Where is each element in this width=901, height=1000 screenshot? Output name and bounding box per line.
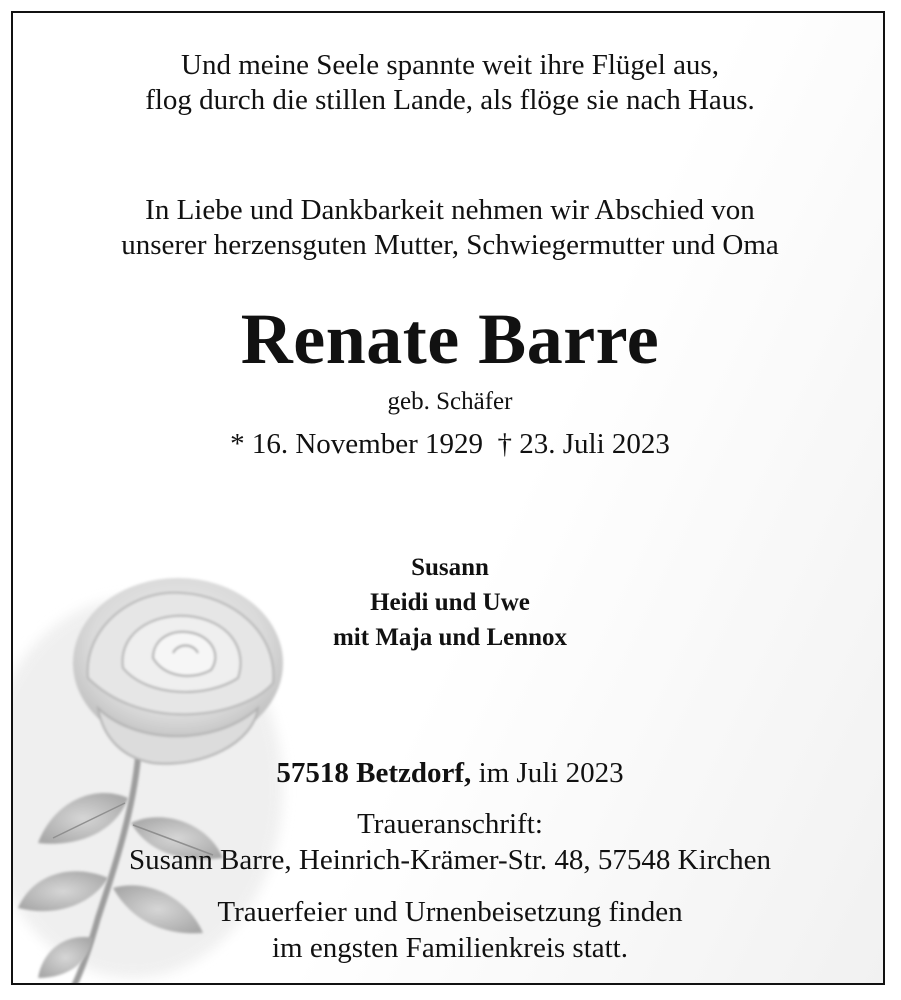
address-label: Traueranschrift: [357, 808, 543, 840]
life-dates: * 16. November 1929 † 23. Juli 2023 [230, 428, 670, 460]
notice-line-2: im engsten Familienkreis statt. [271, 932, 628, 964]
intro-line-1: In Liebe und Dankbarkeit nehmen wir Abschied von [145, 194, 755, 226]
mourner-1: Susann [411, 554, 489, 581]
maiden-name: geb. Schäfer [387, 388, 513, 415]
place-month: im Juli 2023 [471, 757, 624, 789]
mourner-2: Heidi und Uwe [370, 589, 530, 616]
place-town: 57518 Betzdorf, [276, 757, 472, 789]
poem-line-2: flog durch die stillen Lande, als flöge sie nach Haus. [145, 84, 755, 116]
address-value: Susann Barre, Heinrich-Krämer-Str. 48, 57548 Kirchen [128, 844, 772, 876]
intro-line-2: unserer herzensguten Mutter, Schwiegermutter und Oma [121, 229, 779, 261]
obituary-notice [11, 11, 885, 985]
place-date [13, 756, 885, 790]
notice-line-1: Trauerfeier und Urnenbeisetzung finden [217, 896, 683, 928]
mourner-3: mit Maja und Lennox [332, 624, 568, 651]
deceased-name: Renate Barre [240, 299, 660, 379]
poem-line-1: Und meine Seele spannte weit ihre Flügel aus, [181, 49, 719, 81]
